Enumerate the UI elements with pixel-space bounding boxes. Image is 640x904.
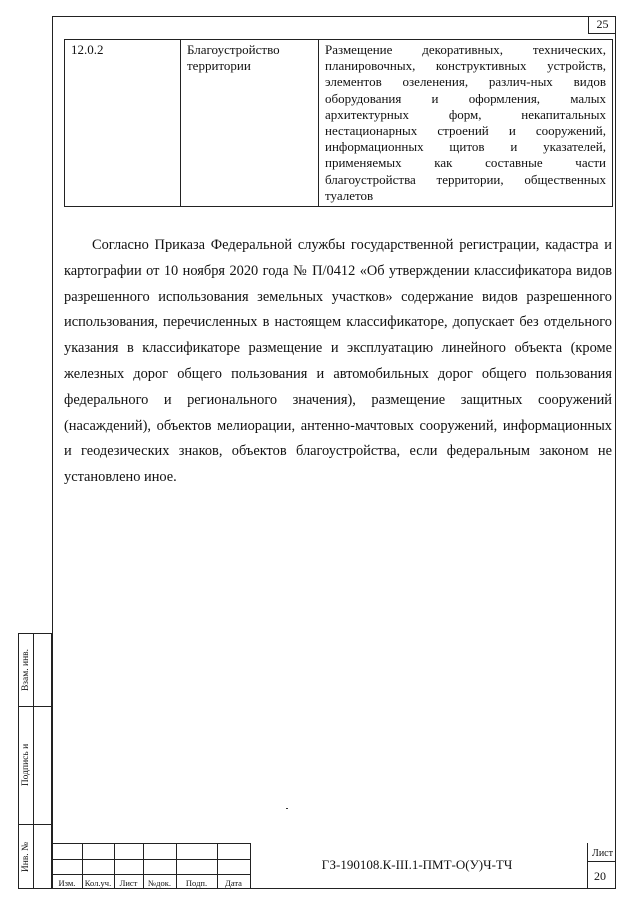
sheet-number: 20 bbox=[594, 869, 606, 883]
signature-label: Подпись и bbox=[21, 743, 32, 787]
top-page-number: 25 bbox=[588, 16, 616, 34]
signature-cell bbox=[19, 706, 33, 824]
replaced-inv-cell bbox=[19, 634, 33, 706]
body-text bbox=[64, 233, 612, 491]
inv-no-label: Инв. № bbox=[21, 841, 31, 873]
classifier-table bbox=[64, 39, 613, 207]
stamp-label-docno: №док. bbox=[148, 878, 171, 888]
side-stamp bbox=[18, 633, 52, 889]
table-row bbox=[65, 40, 613, 207]
stamp-col bbox=[587, 843, 588, 889]
name-cell: Благоустройство территории bbox=[181, 40, 319, 207]
title-block bbox=[52, 843, 616, 889]
stamp-col bbox=[250, 843, 251, 889]
stamp-line bbox=[587, 861, 616, 862]
stamp-label-sheet: Лист bbox=[119, 878, 138, 888]
body-paragraph: Согласно Приказа Федеральной службы государственной регистрации, кадастра и картографии от 10 ноября 2020 года № П/0412 «Об утверждении классификатора видов разрешенного использования земельных участков» содержание видов разрешенного использования, перечисленных в настоящем классификаторе, допускает без отдельного указания в классификаторе размещение и эксплуатацию линейного объекта (кроме железных дорог общего пользования и автомобильных дорог общего пользования федерального и регионального значения), размещение защитных сооружений (насаждений), объектов мелиорации, антенно-мачтовых сооружений, информационных и геодезических знаков, объектов благоустройства, если федеральным законом не установлено иное. bbox=[64, 237, 612, 486]
code-cell: 12.0.2 bbox=[65, 40, 181, 207]
stamp-label-change: Изм. bbox=[58, 878, 76, 888]
sheet-label: Лист bbox=[592, 848, 613, 859]
stamp-label-date: Дата bbox=[225, 878, 242, 888]
document-code: ГЗ-190108.К-III.1-ПМТ-О(У)Ч-ТЧ bbox=[321, 857, 513, 872]
stamp-label-sign: Подп. bbox=[185, 878, 208, 888]
replaced-inv-label: Взам. инв. bbox=[21, 648, 32, 692]
dot-mark bbox=[286, 808, 288, 809]
inv-no-cell bbox=[19, 824, 33, 890]
description-cell: Размещение декоративных, технических, планировочных, конструктивных устройств, элементов озеленения, различ-ных видов оборудования и оформления, малых архитектурных форм, некапитальных нестационарных строений и сооружений, информационных щитов и указателей, применяемых как составные части благоустройства территории, общественных туалетов bbox=[319, 40, 613, 207]
side-column-divider bbox=[33, 634, 34, 888]
stamp-label-count: Кол.уч. bbox=[84, 878, 112, 888]
